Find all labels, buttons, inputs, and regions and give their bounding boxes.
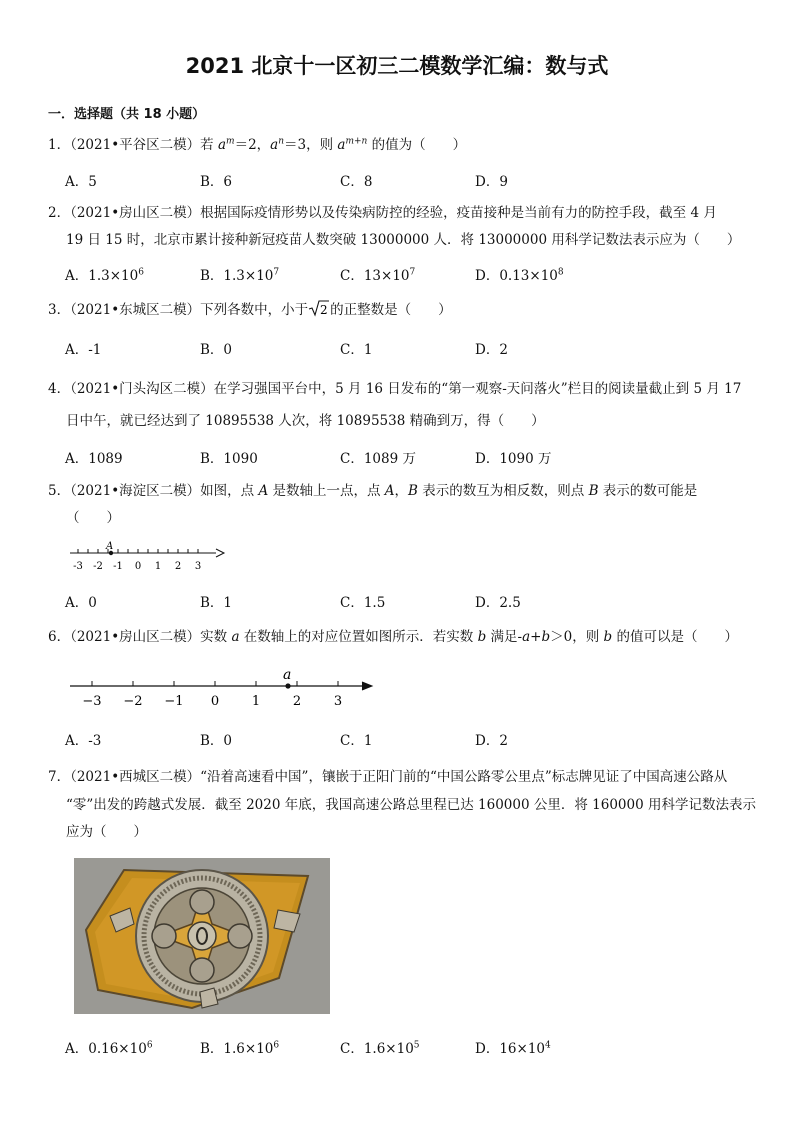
q1-eq2: ＝3，则 <box>284 137 338 153</box>
q3-option-a[interactable]: A．-1 <box>65 342 102 358</box>
q7-option-a[interactable] <box>65 1037 153 1057</box>
q5-text-pre: 5．（2021•海淀区二模）如图，点 <box>48 483 259 499</box>
q3-radicand: 2 <box>320 303 328 317</box>
q6-text-mid2: 满足- <box>486 629 523 645</box>
q7-option-d-exp: 4 <box>545 1040 551 1051</box>
q2-option-a-base: A．1.3×10 <box>65 268 139 284</box>
q5-var-B: B <box>408 483 418 499</box>
q2-option-c-base: C．13×10 <box>340 268 410 284</box>
tick-label: 3 <box>194 561 202 572</box>
question-2-line1: 2．（2021•房山区二模）根据国际疫情形势以及传染病防控的经验，疫苗接种是当前有力的防控手段，截至 4 月 <box>48 205 717 221</box>
q2-option-c[interactable] <box>340 264 415 284</box>
q5-option-d[interactable]: D．2.5 <box>475 595 521 611</box>
q3-suffix: 的正整数是（ ） <box>330 302 452 318</box>
q3-option-b[interactable]: B．0 <box>200 342 233 358</box>
q4-option-d[interactable]: D．1090 万 <box>475 451 552 467</box>
tick-label: 3 <box>333 694 343 709</box>
q7-option-d-base: D．16×10 <box>475 1041 545 1057</box>
q2-option-b-base: B．1.3×10 <box>200 268 274 284</box>
q5-text-mid: 是数轴上一点，点 <box>268 483 385 499</box>
q3-option-c[interactable]: C．1 <box>340 342 373 358</box>
tick-label: -1 <box>113 561 123 572</box>
question-3 <box>48 299 452 320</box>
section-heading: 一．选择题（共 18 小题） <box>48 107 206 122</box>
q1-var-a: a <box>217 137 227 153</box>
q2-option-a-exp: 6 <box>138 267 144 278</box>
sqrt-glyph-icon <box>308 299 330 317</box>
question-6 <box>48 627 738 647</box>
q1-exp-n: n <box>278 136 285 147</box>
tick-label: -3 <box>73 561 83 572</box>
question-1 <box>48 135 466 155</box>
q1-var-a3: a <box>337 137 346 153</box>
tick-label: 1 <box>154 561 162 572</box>
q4-option-c[interactable]: C．1089 万 <box>340 451 416 467</box>
q5-option-a[interactable]: A．0 <box>65 595 97 611</box>
q1-option-b[interactable]: B．6 <box>200 174 233 190</box>
question-7-line1: 7．（2021•西城区二模）“沿着高速看中国”，镶嵌于正阳门前的“中国公路零公里点”标志牌见证了中国高速公路从 <box>48 769 728 785</box>
question-5-line2: （ ） <box>66 510 120 526</box>
q6-text-post: 的值可以是（ ） <box>612 629 738 645</box>
q6-option-d[interactable]: D．2 <box>475 733 508 749</box>
q7-option-b[interactable] <box>200 1037 279 1057</box>
question-7-line2: “零”出发的跨越式发展．截至 2020 年底，我国高速公路总里程已达 160000 公里．将 160000 用科学记数法表示 <box>66 797 756 813</box>
q1-var-a2: a <box>270 137 279 153</box>
q6-option-c[interactable]: C．1 <box>340 733 373 749</box>
q5-var-A: A <box>258 483 269 499</box>
q2-option-d-exp: 8 <box>557 267 564 278</box>
q3-prefix: 3．（2021•东城区二模）下列各数中，小于 <box>48 302 309 318</box>
q1-exp-m: m <box>226 136 235 147</box>
q4-option-a[interactable]: A．1089 <box>65 451 123 467</box>
q1-option-c[interactable]: C．8 <box>340 174 373 190</box>
q2-option-d-base: D．0.13×10 <box>475 268 558 284</box>
question-5-line1 <box>48 481 697 501</box>
question-4-line1: 4．（2021•门头沟区二模）在学习强国平台中，5 月 16 日发布的“第一观察-天问落火”栏目的阅读量截止到 5 月 17 <box>48 381 742 397</box>
q2-option-d[interactable] <box>475 264 564 284</box>
q6-text-pre: 6．（2021•房山区二模）实数 <box>48 629 232 645</box>
q6-condition: a+b <box>522 629 551 645</box>
q2-option-b-exp: 7 <box>273 267 280 278</box>
tick-label: -2 <box>93 561 103 572</box>
q6-text-mid3: ＞0，则 <box>550 629 604 645</box>
q2-option-a[interactable] <box>65 264 144 284</box>
q1-eq1: ＝2， <box>234 137 271 153</box>
q5-text-comma: ， <box>394 483 409 499</box>
q3-option-d[interactable]: D．2 <box>475 342 508 358</box>
tick-label: 0 <box>210 694 220 709</box>
q7-option-c[interactable] <box>340 1037 420 1057</box>
q5-var-A2: A <box>384 483 395 499</box>
q7-option-c-exp: 5 <box>413 1040 420 1051</box>
q6-option-a[interactable]: A．-3 <box>65 733 102 749</box>
q7-option-b-exp: 6 <box>273 1040 280 1051</box>
tick-label: −2 <box>123 694 143 709</box>
q7-option-a-exp: 6 <box>146 1040 153 1051</box>
q5-text-end: 表示的数可能是 <box>598 483 698 499</box>
question-2-line2: 19 日 15 时，北京市累计接种新冠疫苗人数突破 13000000 人．将 13000000 用科学记数法表示应为（ ） <box>66 232 741 248</box>
tick-label: 2 <box>174 561 182 572</box>
question-7-line3: 应为（ ） <box>66 824 147 840</box>
q7-option-a-base: A．0.16×10 <box>65 1041 147 1057</box>
page-title: 2021 北京十一区初三二模数学汇编：数与式 <box>185 54 609 78</box>
q7-option-c-base: C．1.6×10 <box>340 1041 414 1057</box>
q6-var-b: b <box>477 629 487 645</box>
q1-option-d[interactable]: D．9 <box>475 174 508 190</box>
tick-label: 2 <box>292 694 302 709</box>
q5-text-post: 表示的数互为相反数，则点 <box>417 483 589 499</box>
tick-label: 1 <box>251 694 261 709</box>
q1-prefix: （2021•平谷区二模）若 <box>70 137 218 153</box>
q6-point-a-label: a <box>283 667 292 683</box>
q5-option-c[interactable]: C．1.5 <box>340 595 386 611</box>
q1-suffix: 的值为（ ） <box>367 137 467 153</box>
q1-exp-mn: m+n <box>345 136 368 147</box>
q2-option-b[interactable] <box>200 264 279 284</box>
q5-point-A-label: A <box>106 541 114 552</box>
q6-var-b2: b <box>603 629 613 645</box>
q6-option-b[interactable]: B．0 <box>200 733 233 749</box>
arrow-right-icon <box>362 682 372 690</box>
q1-number: 1． <box>48 137 71 153</box>
tick-label: −1 <box>164 694 184 709</box>
question-4-line2: 日中午，就已经达到了 10895538 人次，将 10895538 精确到万，得（ ） <box>66 413 545 429</box>
zero-kilometer-marker-photo <box>74 858 330 1014</box>
sqrt-symbol <box>308 299 330 320</box>
tick-label: −3 <box>82 694 102 709</box>
q7-option-d[interactable] <box>475 1037 551 1057</box>
arrow-right-icon <box>216 549 224 557</box>
q6-var-a: a <box>231 629 240 645</box>
q6-number-line <box>66 665 382 713</box>
q5-number-line <box>66 538 226 574</box>
q1-option-a[interactable]: A．5 <box>65 174 97 190</box>
q6-point-a <box>285 683 290 688</box>
q5-option-b[interactable]: B．1 <box>200 595 233 611</box>
q4-option-b[interactable]: B．1090 <box>200 451 258 467</box>
q7-option-b-base: B．1.6×10 <box>200 1041 274 1057</box>
q5-var-B2: B <box>588 483 599 499</box>
q2-option-c-exp: 7 <box>409 267 416 278</box>
tick-label: 0 <box>134 561 142 572</box>
q6-text-mid: 在数轴上的对应位置如图所示．若实数 <box>239 629 478 645</box>
